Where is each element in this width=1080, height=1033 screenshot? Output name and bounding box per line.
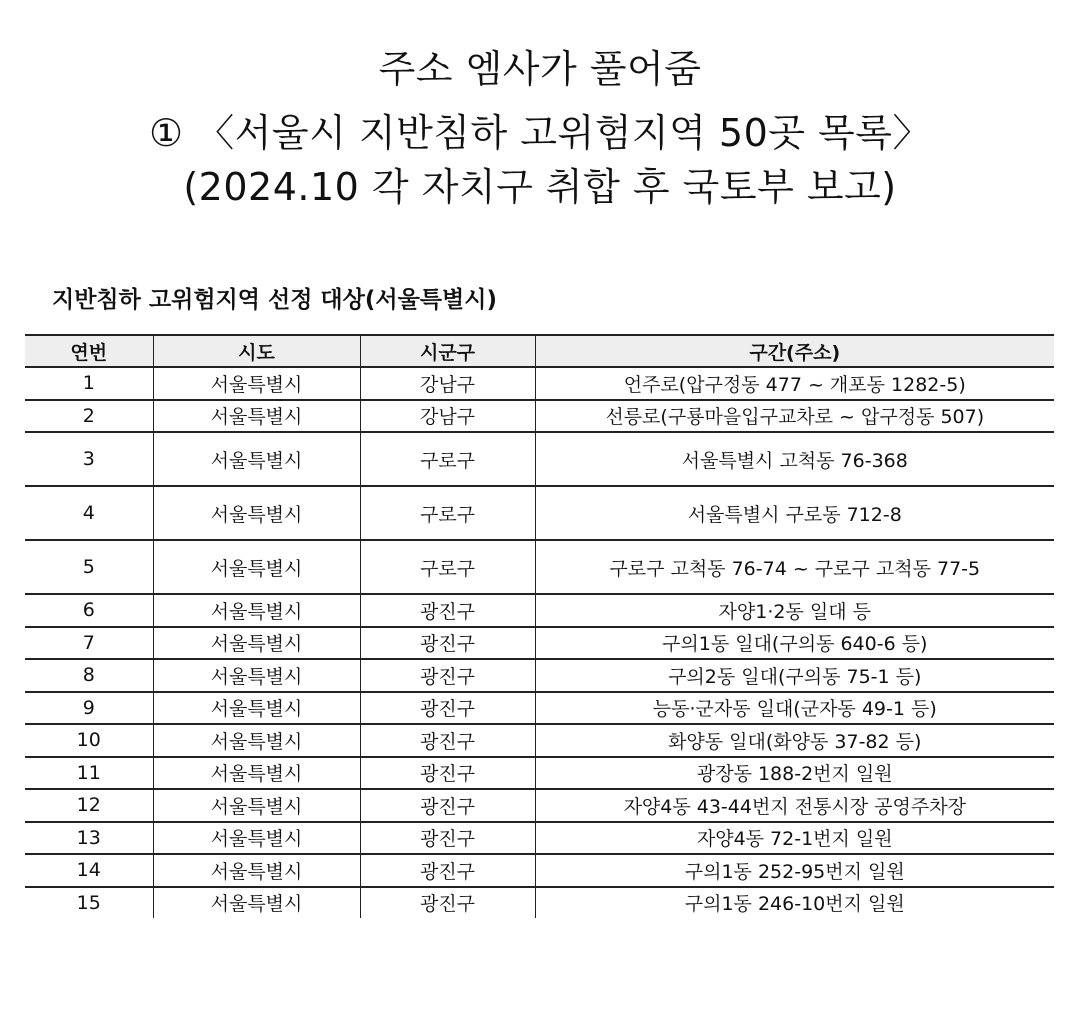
- cell-sigungu: 광진구: [360, 822, 535, 855]
- cell-sigungu: 구로구: [360, 540, 535, 594]
- table-row: [25, 854, 1054, 887]
- cell-sigungu: 강남구: [360, 400, 535, 433]
- cell-sigungu: 광진구: [360, 659, 535, 692]
- cell-no: 11: [25, 757, 153, 790]
- title-block: [0, 47, 1080, 209]
- cell-no: 8: [25, 659, 153, 692]
- cell-sigungu: 광진구: [360, 627, 535, 660]
- cell-sigungu: 광진구: [360, 692, 535, 725]
- cell-no: 3: [25, 432, 153, 486]
- cell-sigungu: 광진구: [360, 854, 535, 887]
- cell-sigungu: 구로구: [360, 486, 535, 540]
- cell-sido: 서울특별시: [153, 789, 360, 822]
- cell-sido: 서울특별시: [153, 887, 360, 918]
- cell-address: 서울특별시 구로동 712-8: [535, 486, 1054, 540]
- cell-address: 구의2동 일대(구의동 75-1 등): [535, 659, 1054, 692]
- cell-sigungu: 광진구: [360, 757, 535, 790]
- cell-sido: 서울특별시: [153, 594, 360, 627]
- cell-sido: 서울특별시: [153, 432, 360, 486]
- cell-address: 구의1동 252-95번지 일원: [535, 854, 1054, 887]
- header-sido: 시도: [153, 335, 360, 367]
- cell-no: 9: [25, 692, 153, 725]
- cell-sido: 서울특별시: [153, 854, 360, 887]
- cell-address: 화양동 일대(화양동 37-82 등): [535, 724, 1054, 757]
- header-address: 구간(주소): [535, 335, 1054, 367]
- cell-no: 5: [25, 540, 153, 594]
- cell-sigungu: 광진구: [360, 594, 535, 627]
- cell-sido: 서울특별시: [153, 692, 360, 725]
- cell-sido: 서울특별시: [153, 367, 360, 400]
- cell-no: 2: [25, 400, 153, 433]
- cell-sigungu: 광진구: [360, 789, 535, 822]
- cell-address: 구의1동 246-10번지 일원: [535, 887, 1054, 918]
- cell-no: 7: [25, 627, 153, 660]
- cell-sido: 서울특별시: [153, 400, 360, 433]
- cell-no: 6: [25, 594, 153, 627]
- cell-address: 구의1동 일대(구의동 640-6 등): [535, 627, 1054, 660]
- cell-no: 12: [25, 789, 153, 822]
- cell-sido: 서울특별시: [153, 486, 360, 540]
- cell-sigungu: 강남구: [360, 367, 535, 400]
- cell-sido: 서울특별시: [153, 540, 360, 594]
- cell-address: 능동·군자동 일대(군자동 49-1 등): [535, 692, 1054, 725]
- cell-no: 4: [25, 486, 153, 540]
- cell-address: 자양4동 43-44번지 전통시장 공영주차장: [535, 789, 1054, 822]
- cell-address: 선릉로(구룡마을입구교차로 ~ 압구정동 507): [535, 400, 1054, 433]
- title-line-2: ① 〈서울시 지반침하 고위험지역 50곳 목록〉: [149, 111, 931, 155]
- cell-address: 구로구 고척동 76-74 ~ 구로구 고척동 77-5: [535, 540, 1054, 594]
- cell-sigungu: 구로구: [360, 432, 535, 486]
- table-row: [25, 400, 1054, 433]
- table-row: [25, 692, 1054, 725]
- cell-address: 광장동 188-2번지 일원: [535, 757, 1054, 790]
- table-container: [25, 334, 1054, 918]
- title-line-3: (2024.10 각 자치구 취합 후 국토부 보고): [183, 165, 897, 209]
- table-row: [25, 757, 1054, 790]
- header-no: 연번: [25, 335, 153, 367]
- table-row: [25, 822, 1054, 855]
- table-row: [25, 627, 1054, 660]
- table-row: [25, 594, 1054, 627]
- table-row: [25, 659, 1054, 692]
- cell-sigungu: 광진구: [360, 887, 535, 918]
- cell-address: 언주로(압구정동 477 ~ 개포동 1282-5): [535, 367, 1054, 400]
- cell-address: 자양1·2동 일대 등: [535, 594, 1054, 627]
- cell-address: 자양4동 72-1번지 일원: [535, 822, 1054, 855]
- cell-sido: 서울특별시: [153, 757, 360, 790]
- table-row: [25, 789, 1054, 822]
- cell-sido: 서울특별시: [153, 659, 360, 692]
- table-row: [25, 540, 1054, 594]
- cell-no: 15: [76, 891, 101, 914]
- table-row: [25, 724, 1054, 757]
- cell-sido: 서울특별시: [153, 724, 360, 757]
- cell-sigungu: 광진구: [360, 724, 535, 757]
- cell-no: 10: [25, 724, 153, 757]
- table-row: [25, 432, 1054, 486]
- table-row: [25, 367, 1054, 400]
- cell-no: 14: [25, 854, 153, 887]
- site-table: [25, 334, 1054, 918]
- table-row: [25, 486, 1054, 540]
- cell-no: 1: [25, 367, 153, 400]
- cell-address: 서울특별시 고척동 76-368: [535, 432, 1054, 486]
- title-line-1: 주소 엠사가 풀어줌: [378, 47, 702, 91]
- cell-sido: 서울특별시: [153, 822, 360, 855]
- cell-sido: 서울특별시: [153, 627, 360, 660]
- cell-no: 13: [25, 822, 153, 855]
- table-header-row: [25, 335, 1054, 367]
- header-sigungu: 시군구: [360, 335, 535, 367]
- table-row: [25, 887, 1054, 918]
- section-heading: 지반침하 고위험지역 선정 대상(서울특별시): [52, 287, 497, 313]
